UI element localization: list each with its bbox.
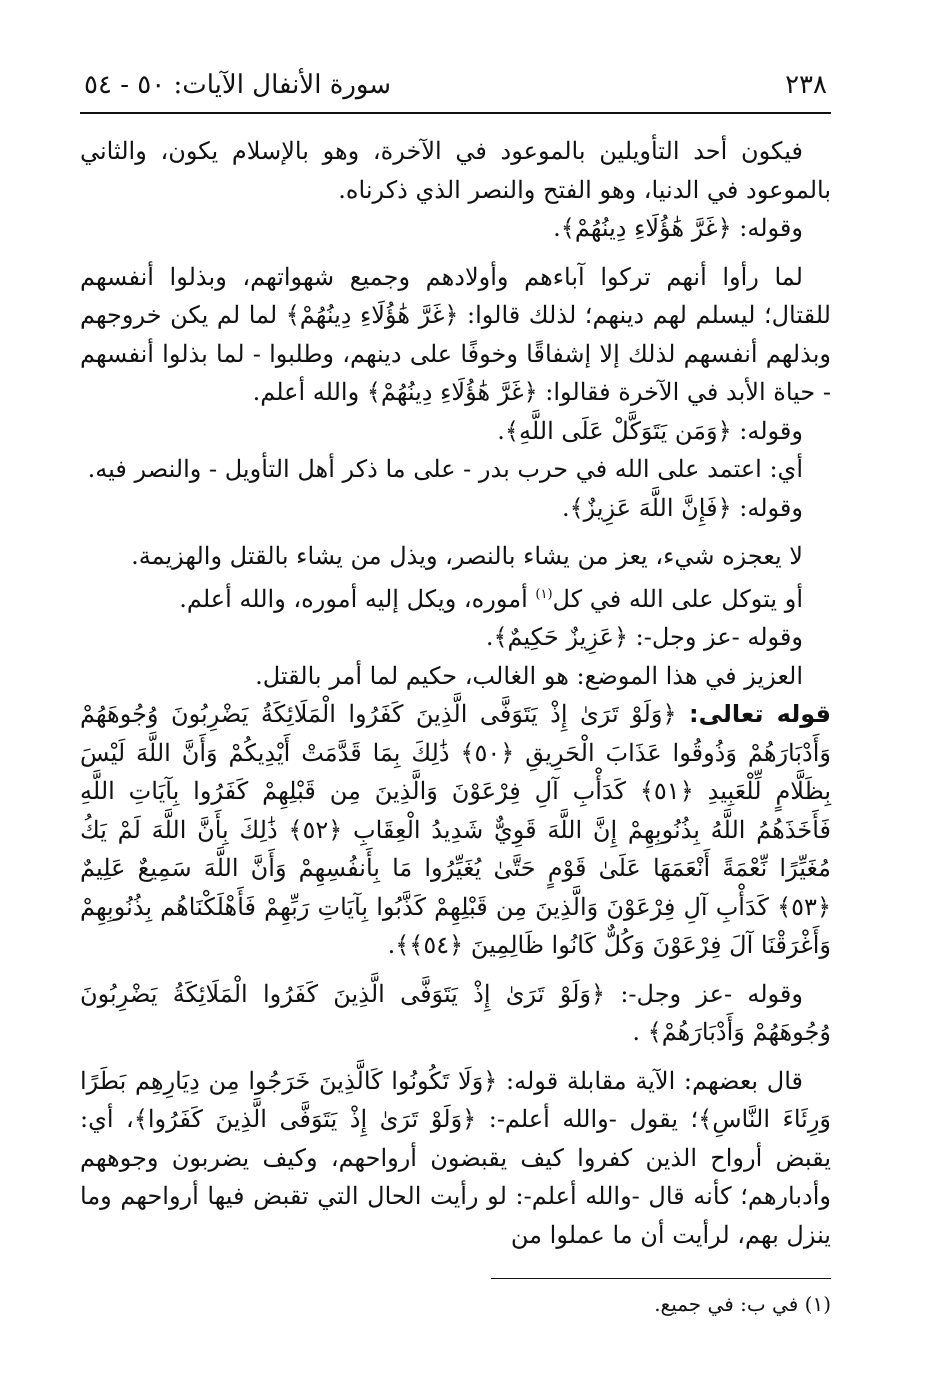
- verse-text: ﴿وَلَوْ تَرَىٰ إِذْ يَتَوَفَّى الَّذِينَ كَفَرُوا الْمَلَائِكَةُ يَضْرِبُونَ وُجُوهَهُمْ وَأَدْبَارَهُمْ وَذُوقُوا عَذَابَ الْحَرِيقِ ﴿٥٠﴾ ذَٰلِكَ بِمَا قَدَّمَتْ أَيْدِيكُمْ وَأَنَّ اللَّهَ لَيْسَ بِظَلَّامٍ لِّلْعَبِيدِ ﴿٥١﴾ كَدَأْبِ آلِ فِرْعَوْنَ وَالَّذِينَ مِن قَبْلِهِمْ كَفَرُوا بِآيَاتِ اللَّهِ فَأَخَذَهُمُ اللَّهُ بِذُنُوبِهِمْ إِنَّ اللَّهَ قَوِيٌّ شَدِيدُ الْعِقَابِ ﴿٥٢﴾ ذَٰلِكَ بِأَنَّ اللَّهَ لَمْ يَكُ مُغَيِّرًا نِّعْمَةً أَنْعَمَهَا عَلَىٰ قَوْمٍ حَتَّىٰ يُغَيِّرُوا مَا بِأَنفُسِهِمْ وَأَنَّ اللَّهَ سَمِيعٌ عَلِيمٌ ﴿٥٣﴾ كَدَأْبِ آلِ فِرْعَوْنَ وَالَّذِينَ مِن قَبْلِهِمْ كَذَّبُوا بِآيَاتِ رَبِّهِمْ فَأَهْلَكْنَاهُم بِذُنُوبِهِمْ وَأَغْرَقْنَا آلَ فِرْعَوْنَ وَكُلٌّ كَانُوا ظَالِمِينَ ﴿٥٤﴾﴾.: [80, 700, 831, 959]
- paragraph: [80, 576, 831, 619]
- spacer: [80, 527, 831, 537]
- surah-title: سورة الأنفال الآيات: ٥٠ - ٥٤: [84, 70, 392, 100]
- spacer: [80, 248, 831, 258]
- paragraph-text: أموره، ويكل إليه أموره، والله أعلم.: [179, 584, 536, 613]
- footnote-rule: [491, 1278, 831, 1279]
- page-header: [80, 70, 831, 112]
- paragraph: العزيز في هذا الموضع: هو الغالب، حكيم لما أمر بالقتل.: [255, 661, 803, 690]
- header-rule: [80, 112, 831, 114]
- quran-verses-block: [80, 695, 831, 965]
- paragraph: قال بعضهم: الآية مقابلة قوله: ﴿وَلَا تَكُونُوا كَالَّذِينَ خَرَجُوا مِن دِيَارِهِم بَطَرًا وَرِئَاءَ النَّاسِ﴾؛ يقول -والله أعلم-: ﴿وَلَوْ تَرَىٰ إِذْ يَتَوَفَّى الَّذِينَ كَفَرُوا﴾، أي: يقبض أرواح الذين كفروا كيف يقبضون أرواحهم، وكيف يضربون وجوههم وأدبارهم؛ كأنه قال -والله أعلم-: لو رأيت الحال التي تقبض فيها أرواحهم وما ينزل بهم، لرأيت أن ما عملوا من: [80, 1066, 831, 1249]
- spacer: [80, 965, 831, 975]
- paragraph: وقوله -عز وجل-: ﴿وَلَوْ تَرَىٰ إِذْ يَتَوَفَّى الَّذِينَ كَفَرُوا الْمَلَائِكَةُ يَضْرِبُونَ وُجُوهَهُمْ وَأَدْبَارَهُمْ﴾ .: [80, 979, 831, 1046]
- footnote-marker: (١): [535, 586, 553, 602]
- footnote: (١) في ب: في جميع.: [654, 1292, 831, 1316]
- paragraph-text: أو يتوكل على الله في كل: [552, 584, 803, 613]
- paragraph: لما رأوا أنهم تركوا آباءهم وأولادهم وجميع شهواتهم، وبذلوا أنفسهم للقتال؛ ليسلم لهم دينهم؛ لذلك قالوا: ﴿غَرَّ هَٰؤُلَاءِ دِينُهُمْ﴾ لما لم يكن خروجهم وبذلهم أنفسهم لذلك إلا إشفاقًا وخوفًا على دينهم، وطلبوا - لما بذلوا أنفسهم - حياة الأبد في الآخرة فقالوا: ﴿غَرَّ هَٰؤُلَاءِ دِينُهُمْ﴾ والله أعلم.: [80, 262, 831, 406]
- spacer: [80, 1052, 831, 1062]
- paragraph: أي: اعتمد على الله في حرب بدر - على ما ذكر أهل التأويل - والنصر فيه.: [87, 455, 803, 483]
- paragraph: [80, 537, 831, 576]
- paragraph: وقوله: ﴿فَإِنَّ اللَّهَ عَزِيزٌ﴾.: [561, 493, 803, 522]
- paragraph: وقوله: ﴿غَرَّ هَٰؤُلَاءِ دِينُهُمْ﴾.: [553, 214, 803, 242]
- page-number: ٢٣٨: [785, 70, 827, 100]
- paragraph-text: لا يعجزه شيء، يعز من يشاء بالنصر، ويذل من يشاء بالقتل والهزيمة.: [131, 542, 803, 570]
- document-page: [80, 70, 831, 1319]
- paragraph: وقوله -عز وجل-: ﴿عَزِيزٌ حَكِيمٌ﴾.: [485, 623, 803, 651]
- paragraph: فيكون أحد التأويلين بالموعود في الآخرة، وهو بالإسلام يكون، والثاني بالموعود في الدنيا، وهو الفتح والنصر الذي ذكرناه.: [80, 137, 831, 204]
- paragraph: وقوله: ﴿وَمَن يَتَوَكَّلْ عَلَى اللَّهِ﴾.: [497, 416, 803, 445]
- verse-lead: قوله تعالى:: [689, 700, 831, 728]
- main-text: [80, 132, 831, 1254]
